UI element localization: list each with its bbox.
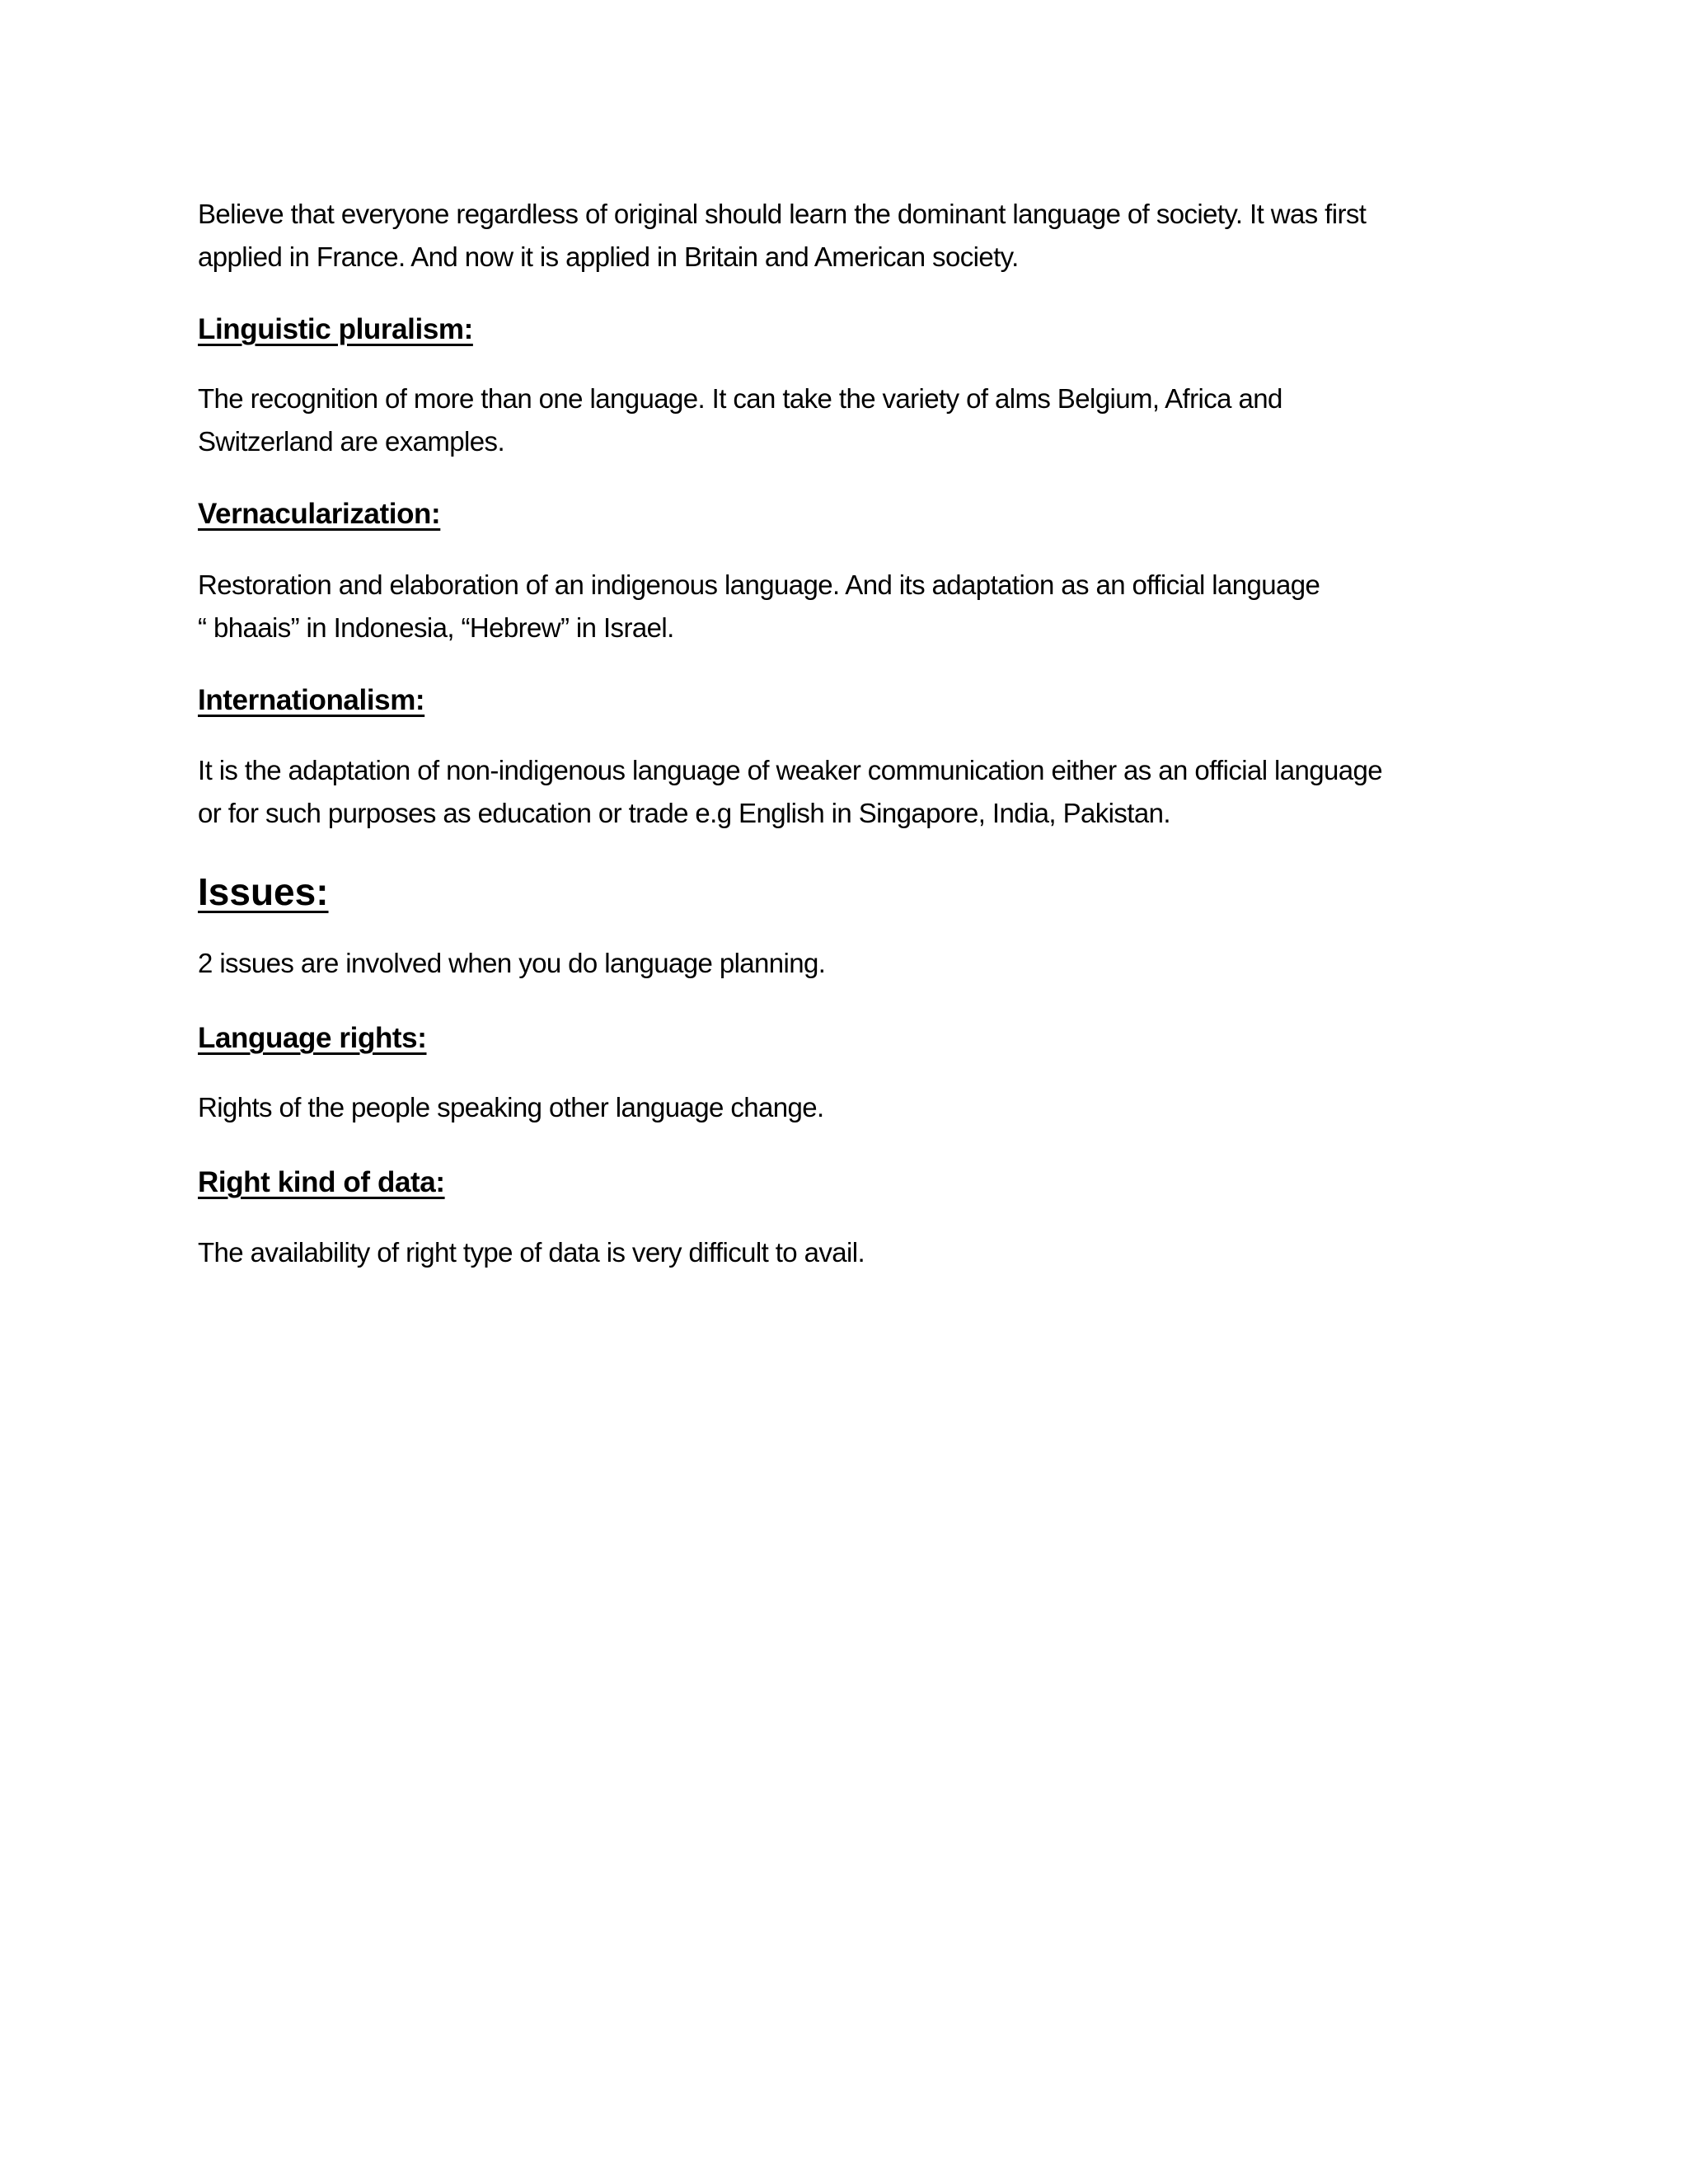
- internationalism-line-2: or for such purposes as education or trade e.g English in Singapore, India, Pakistan.: [198, 798, 1170, 828]
- intro-line-1: Believe that everyone regardless of original should learn the dominant language of society. It was first: [198, 199, 1367, 229]
- vernacularization-line-2: “ bhaais” in Indonesia, “Hebrew” in Israel.: [198, 612, 674, 643]
- right-kind-of-data-heading: Right kind of data:: [198, 1166, 445, 1198]
- linguistic-pluralism-paragraph: [198, 377, 1492, 463]
- vernacularization-line-1: Restoration and elaboration of an indigenous language. And its adaptation as an official language: [198, 569, 1320, 600]
- internationalism-paragraph: [198, 749, 1492, 835]
- internationalism-heading: Internationalism:: [198, 684, 425, 716]
- linguistic-pluralism-line-2: Switzerland are examples.: [198, 426, 505, 457]
- language-rights-paragraph: Rights of the people speaking other language change.: [198, 1092, 824, 1122]
- vernacularization-paragraph: [198, 564, 1492, 649]
- language-rights-heading: Language rights:: [198, 1022, 427, 1054]
- internationalism-line-1: It is the adaptation of non-indigenous language of weaker communication either as an official language: [198, 755, 1383, 785]
- linguistic-pluralism-line-1: The recognition of more than one language. It can take the variety of alms Belgium, Africa and: [198, 383, 1282, 414]
- intro-paragraph: [198, 193, 1492, 279]
- issues-heading: Issues:: [198, 870, 329, 913]
- vernacularization-heading: Vernacularization:: [198, 498, 441, 530]
- issues-paragraph: 2 issues are involved when you do language planning.: [198, 948, 826, 978]
- intro-line-2: applied in France. And now it is applied in Britain and American society.: [198, 241, 1019, 272]
- linguistic-pluralism-heading: Linguistic pluralism:: [198, 313, 473, 345]
- right-kind-of-data-paragraph: The availability of right type of data is very difficult to avail.: [198, 1237, 865, 1268]
